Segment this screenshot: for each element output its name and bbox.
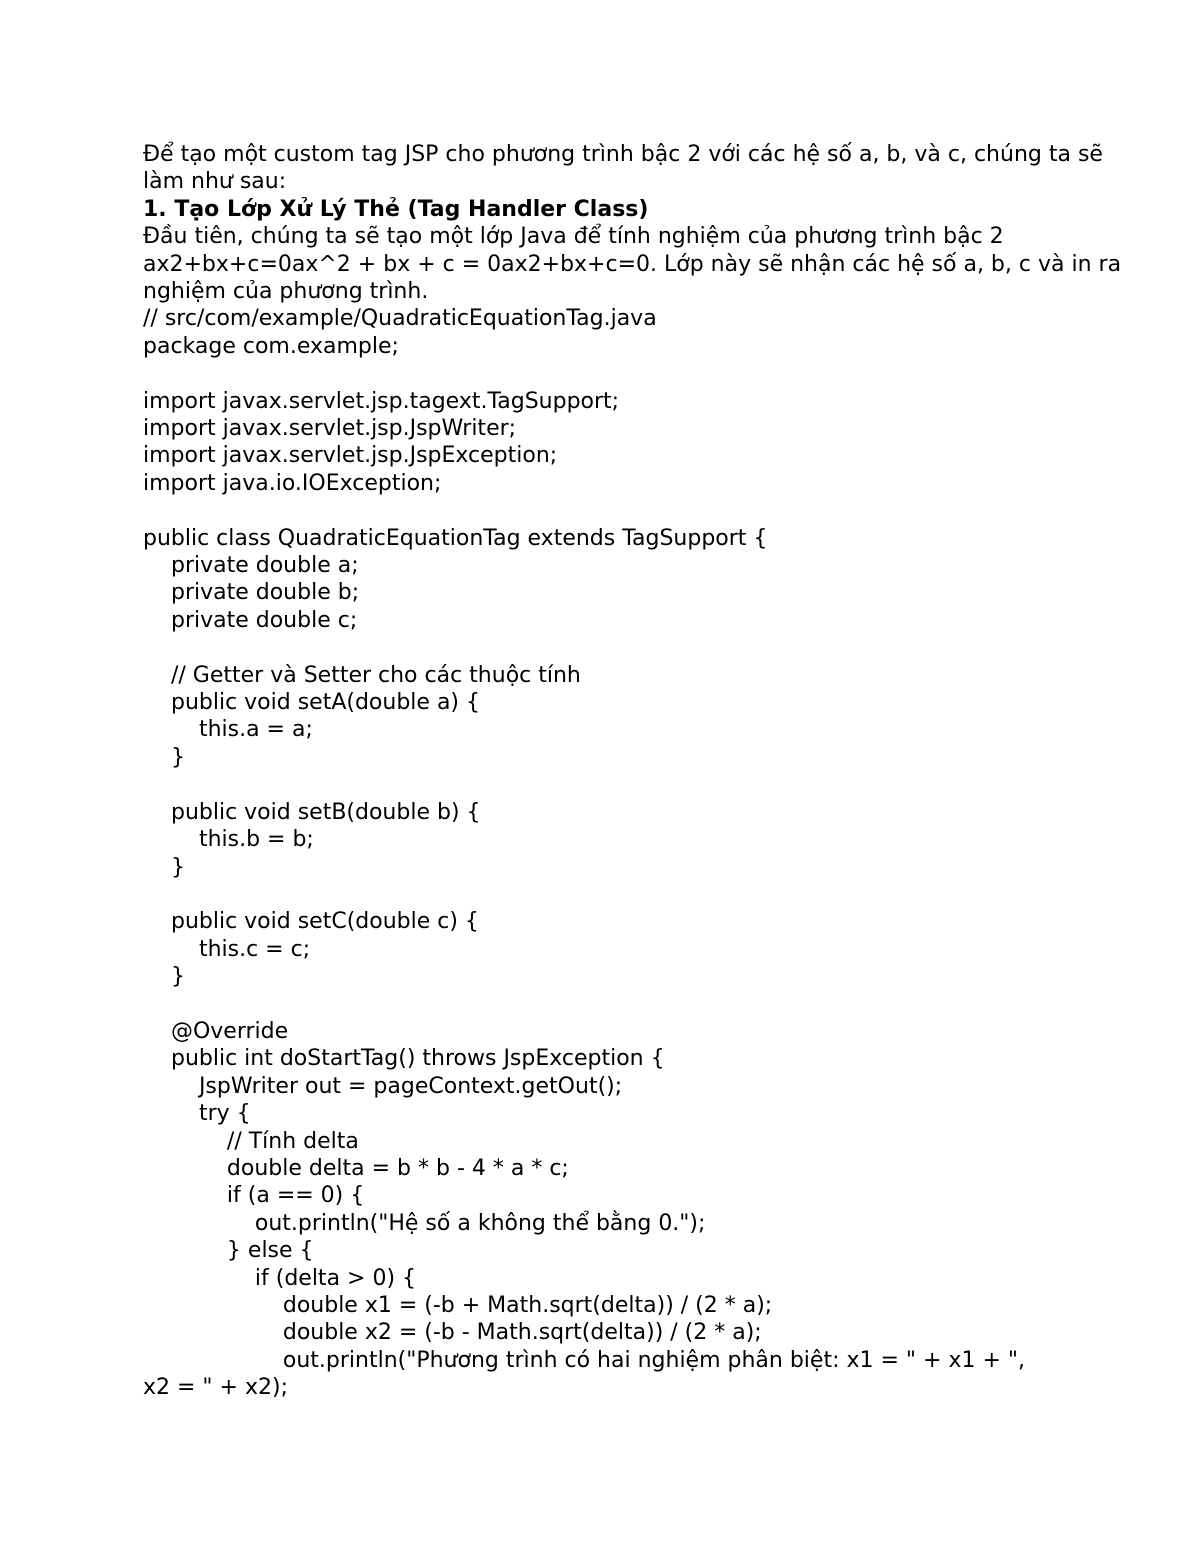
code-line: public int doStartTag() throws JspException {	[143, 1046, 665, 1072]
code-line	[143, 360, 1123, 387]
document-body	[143, 141, 1123, 1402]
intro-paragraph: Để tạo một custom tag JSP cho phương trình bậc 2 với các hệ số a, b, và c, chúng ta sẽ làm như sau:	[143, 142, 1103, 195]
code-line: this.a = a;	[143, 717, 313, 743]
code-line: }	[143, 744, 185, 770]
code-line: private double b;	[143, 580, 360, 606]
code-line: if (a == 0) {	[143, 1183, 365, 1209]
code-line: import javax.servlet.jsp.JspException;	[143, 443, 558, 469]
code-line	[143, 497, 1123, 524]
code-line: public void setC(double c) {	[143, 909, 479, 935]
code-line: // Tính delta	[143, 1128, 359, 1154]
code-line: private double c;	[143, 607, 358, 633]
code-line	[143, 991, 1123, 1018]
code-line: JspWriter out = pageContext.getOut();	[143, 1073, 623, 1099]
code-line: try {	[143, 1101, 251, 1127]
code-line: public class QuadraticEquationTag extends TagSupport {	[143, 525, 768, 551]
code-line: import javax.servlet.jsp.tagext.TagSupport;	[143, 388, 620, 414]
code-line: out.println("Phương trình có hai nghiệm phân biệt: x1 = " + x1 + ",	[143, 1347, 1026, 1373]
code-line: }	[143, 854, 185, 880]
code-line: }	[143, 964, 185, 990]
code-line: package com.example;	[143, 333, 399, 359]
code-line: this.c = c;	[143, 936, 311, 962]
code-line: x2 = " + x2);	[143, 1375, 288, 1401]
code-line: public void setB(double b) {	[143, 799, 481, 825]
code-line: // Getter và Setter cho các thuộc tính	[143, 662, 581, 688]
code-line: if (delta > 0) {	[143, 1265, 417, 1291]
code-line: import javax.servlet.jsp.JspWriter;	[143, 416, 517, 442]
code-line	[143, 881, 1123, 908]
code-line: } else {	[143, 1238, 314, 1264]
code-line: import java.io.IOException;	[143, 470, 442, 496]
code-line: // src/com/example/QuadraticEquationTag.java	[143, 306, 657, 332]
code-line: out.println("Hệ số a không thể bằng 0.");	[143, 1210, 706, 1236]
code-line	[143, 634, 1123, 661]
section-heading: 1. Tạo Lớp Xử Lý Thẻ (Tag Handler Class)	[143, 196, 649, 222]
code-line: double delta = b * b - 4 * a * c;	[143, 1155, 569, 1181]
code-line: public void setA(double a) {	[143, 690, 480, 716]
code-line: this.b = b;	[143, 827, 314, 853]
description-paragraph: Đầu tiên, chúng ta sẽ tạo một lớp Java để tính nghiệm của phương trình bậc 2 ax2+bx+c=0ax^2 + bx + c = 0ax2+bx+c=0. Lớp này sẽ nhận các hệ số a, b, c và in ra nghiệm của phương trình.	[143, 224, 1122, 305]
code-line: double x1 = (-b + Math.sqrt(delta)) / (2 * a);	[143, 1292, 773, 1318]
code-line: private double a;	[143, 553, 359, 579]
code-line: double x2 = (-b - Math.sqrt(delta)) / (2 * a);	[143, 1320, 762, 1346]
code-line: @Override	[143, 1018, 289, 1044]
code-block	[143, 305, 1123, 1401]
code-line	[143, 771, 1123, 798]
